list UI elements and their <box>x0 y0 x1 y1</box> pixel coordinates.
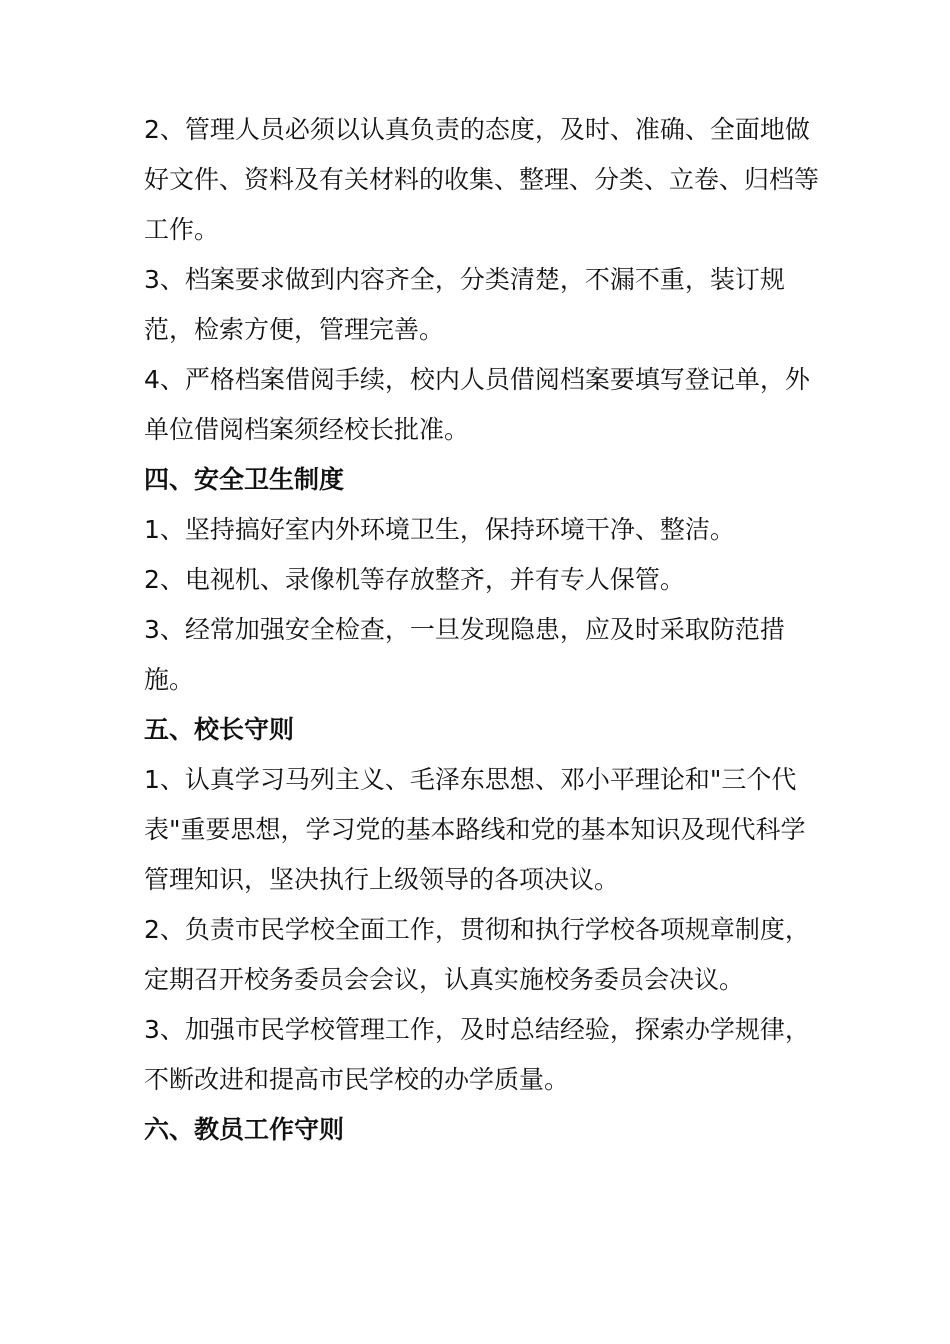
paragraph-archive-2: 2、管理人员必须以认真负责的态度，及时、准确、全面地做好文件、资料及有关材料的收集、整理、分类、立卷、归档等工作。 <box>144 115 820 244</box>
paragraph-safety-1: 1、坚持搞好室内外环境卫生，保持环境干净、整洁。 <box>144 515 735 544</box>
paragraph-principal-3: 3、加强市民学校管理工作，及时总结经验，探索办学规律，不断改进和提高市民学校的办学质量。 <box>144 1015 810 1094</box>
paragraph-safety-3: 3、经常加强安全检查，一旦发现隐患，应及时采取防范措施。 <box>144 615 785 694</box>
section-heading-principal-rules: 五、校长守则 <box>144 715 295 744</box>
paragraph-safety-2: 2、电视机、录像机等存放整齐，并有专人保管。 <box>144 565 685 594</box>
paragraph-archive-4: 4、严格档案借阅手续，校内人员借阅档案要填写登记单，外单位借阅档案须经校长批准。 <box>144 365 810 444</box>
paragraph-archive-3: 3、档案要求做到内容齐全，分类清楚，不漏不重，装订规范，检索方便，管理完善。 <box>144 265 785 344</box>
section-heading-safety-hygiene: 四、安全卫生制度 <box>144 465 345 494</box>
paragraph-principal-1: 1、认真学习马列主义、毛泽东思想、邓小平理论和"三个代表"重要思想，学习党的基本路线和党的基本知识及现代科学管理知识，坚决执行上级领导的各项决议。 <box>144 765 806 894</box>
document-body <box>144 105 824 1155</box>
section-heading-teacher-rules: 六、教员工作守则 <box>144 1115 345 1144</box>
paragraph-principal-2: 2、负责市民学校全面工作，贯彻和执行学校各项规章制度，定期召开校务委员会会议，认真实施校务委员会决议。 <box>144 915 810 994</box>
